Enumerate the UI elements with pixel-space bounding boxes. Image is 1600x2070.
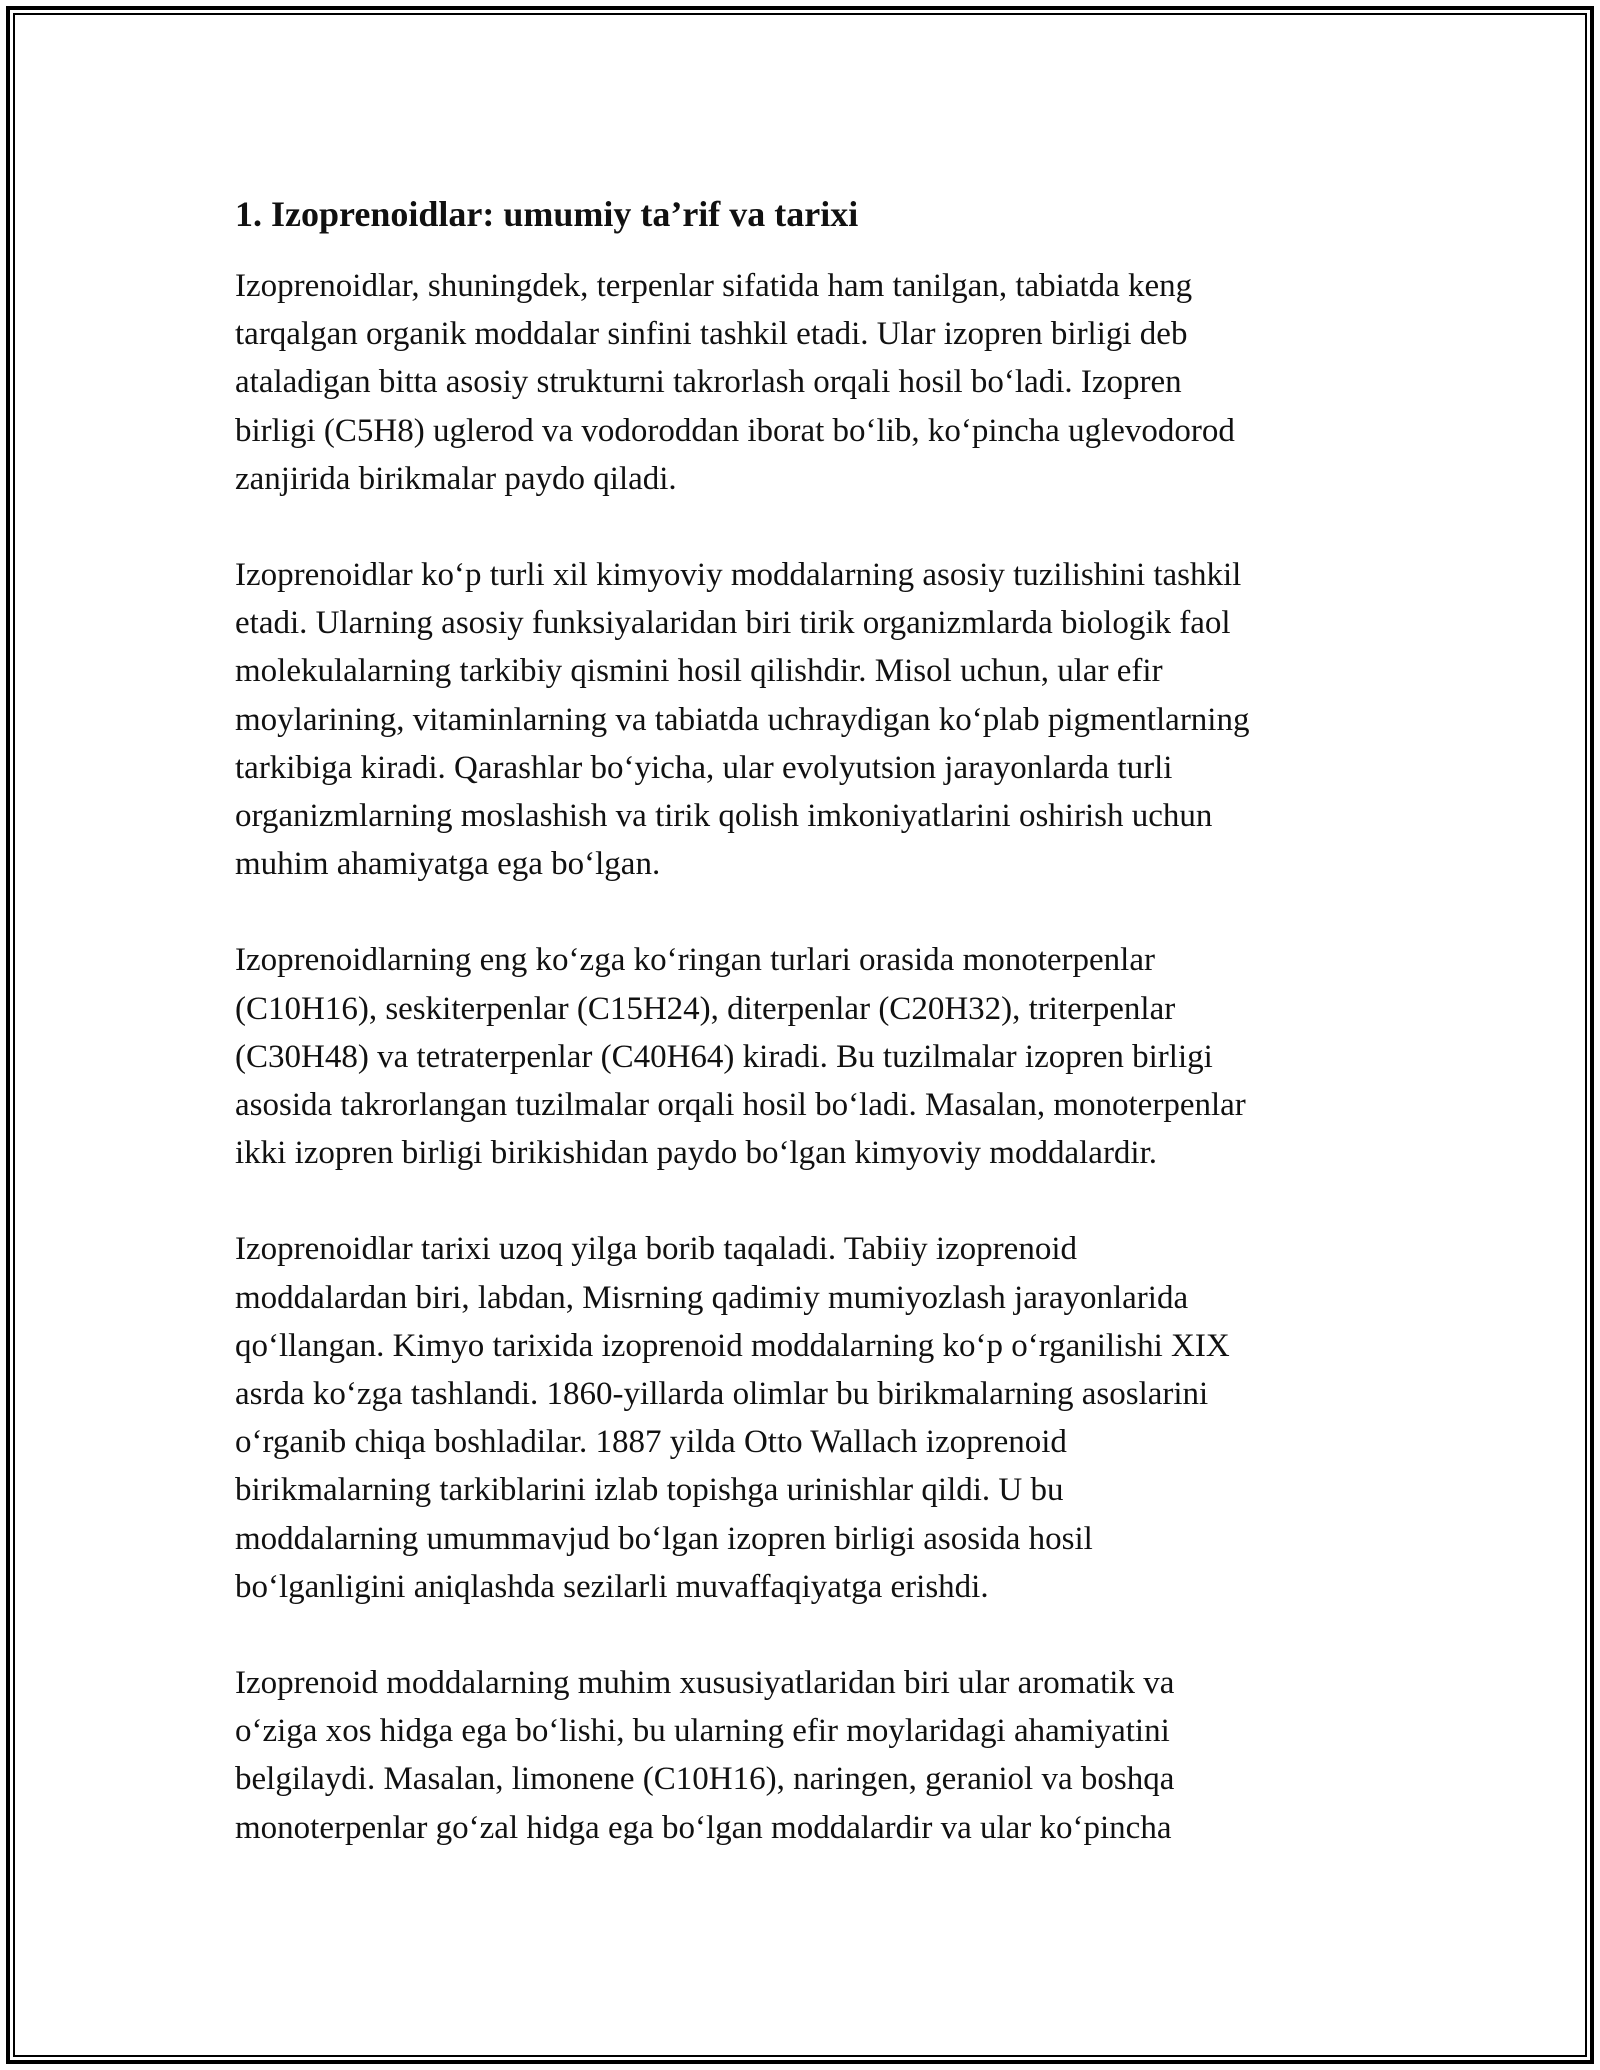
text-line: moylarining, vitaminlarning va tabiatda uchraydigan ko‘plab pigmentlarning: [235, 701, 1250, 738]
text-line: ataladigan bitta asosiy strukturni takrorlash orqali hosil bo‘ladi. Izopren: [235, 364, 1182, 401]
text-line: birligi (C5H8) uglerod va vodoroddan iborat bo‘lib, ko‘pincha uglevodorod: [235, 412, 1235, 449]
text-line: qo‘llangan. Kimyo tarixida izoprenoid moddalarning ko‘p o‘rganilishi XIX: [235, 1327, 1230, 1364]
paragraph-1: [235, 262, 1375, 503]
text-line: etadi. Ularning asosiy funksiyalaridan biri tirik organizmlarda biologik faol: [235, 605, 1231, 642]
text-line: (C10H16), seskiterpenlar (C15H24), diterpenlar (C20H32), triterpenlar: [235, 990, 1176, 1027]
text-line: belgilaydi. Masalan, limonene (C10H16), naringen, geraniol va boshqa: [235, 1761, 1175, 1798]
text-line: birikmalarning tarkiblarini izlab topishga urinishlar qildi. U bu: [235, 1472, 1064, 1509]
paragraph-5: [235, 1659, 1375, 1852]
text-line: Izoprenoidlar ko‘p turli xil kimyoviy moddalarning asosiy tuzilishini tashkil: [235, 557, 1242, 594]
text-line: zanjirida birikmalar paydo qiladi.: [235, 460, 677, 497]
text-line: tarkibiga kiradi. Qarashlar bo‘yicha, ular evolyutsion jarayonlarda turli: [235, 749, 1173, 786]
paragraph-4: [235, 1225, 1375, 1611]
text-line: organizmlarning moslashish va tirik qolish imkoniyatlarini oshirish uchun: [235, 798, 1213, 835]
text-line: asosida takrorlangan tuzilmalar orqali hosil bo‘ladi. Masalan, monoterpenlar: [235, 1087, 1246, 1124]
text-line: o‘ziga xos hidga ega bo‘lishi, bu ularning efir moylaridagi ahamiyatini: [235, 1713, 1170, 1750]
text-line: tarqalgan organik moddalar sinfini tashkil etadi. Ular izopren birligi deb: [235, 316, 1188, 353]
text-line: bo‘lganligini aniqlashda sezilarli muvaffaqiyatga erishdi.: [235, 1568, 989, 1605]
text-line: moddalarning umummavjud bo‘lgan izopren birligi asosida hosil: [235, 1520, 1093, 1557]
text-line: Izoprenoidlar, shuningdek, terpenlar sifatida ham tanilgan, tabiatda keng: [235, 268, 1193, 304]
text-line: Izoprenoid moddalarning muhim xususiyatlaridan biri ular aromatik va: [235, 1665, 1175, 1702]
text-line: ikki izopren birligi birikishidan paydo bo‘lgan kimyoviy moddalardir.: [235, 1135, 1158, 1172]
text-line: moddalardan biri, labdan, Misrning qadimiy mumiyozlash jarayonlarida: [235, 1279, 1189, 1316]
text-line: muhim ahamiyatga ega bo‘lgan.: [235, 846, 661, 883]
paragraph-2: [235, 551, 1375, 888]
paragraph-3: [235, 936, 1375, 1177]
text-line: Izoprenoidlar tarixi uzoq yilga borib taqaladi. Tabiiy izoprenoid: [235, 1231, 1077, 1268]
text-line: Izoprenoidlarning eng ko‘zga ko‘ringan turlari orasida monoterpenlar: [235, 942, 1155, 979]
document-body: [235, 188, 1375, 1900]
text-line: molekulalarning tarkibiy qismini hosil qilishdir. Misol uchun, ular efir: [235, 653, 1163, 690]
text-line: monoterpenlar go‘zal hidga ega bo‘lgan moddalardir va ular ko‘pincha: [235, 1809, 1172, 1846]
section-heading: 1. Izoprenoidlar: umumiy ta’rif va tarixi: [235, 194, 859, 234]
text-line: asrda ko‘zga tashlandi. 1860-yillarda olimlar bu birikmalarning asoslarini: [235, 1376, 1209, 1413]
text-line: o‘rganib chiqa boshladilar. 1887 yilda Otto Wallach izoprenoid: [235, 1424, 1067, 1461]
text-line: (C30H48) va tetraterpenlar (C40H64) kiradi. Bu tuzilmalar izopren birligi: [235, 1038, 1213, 1075]
